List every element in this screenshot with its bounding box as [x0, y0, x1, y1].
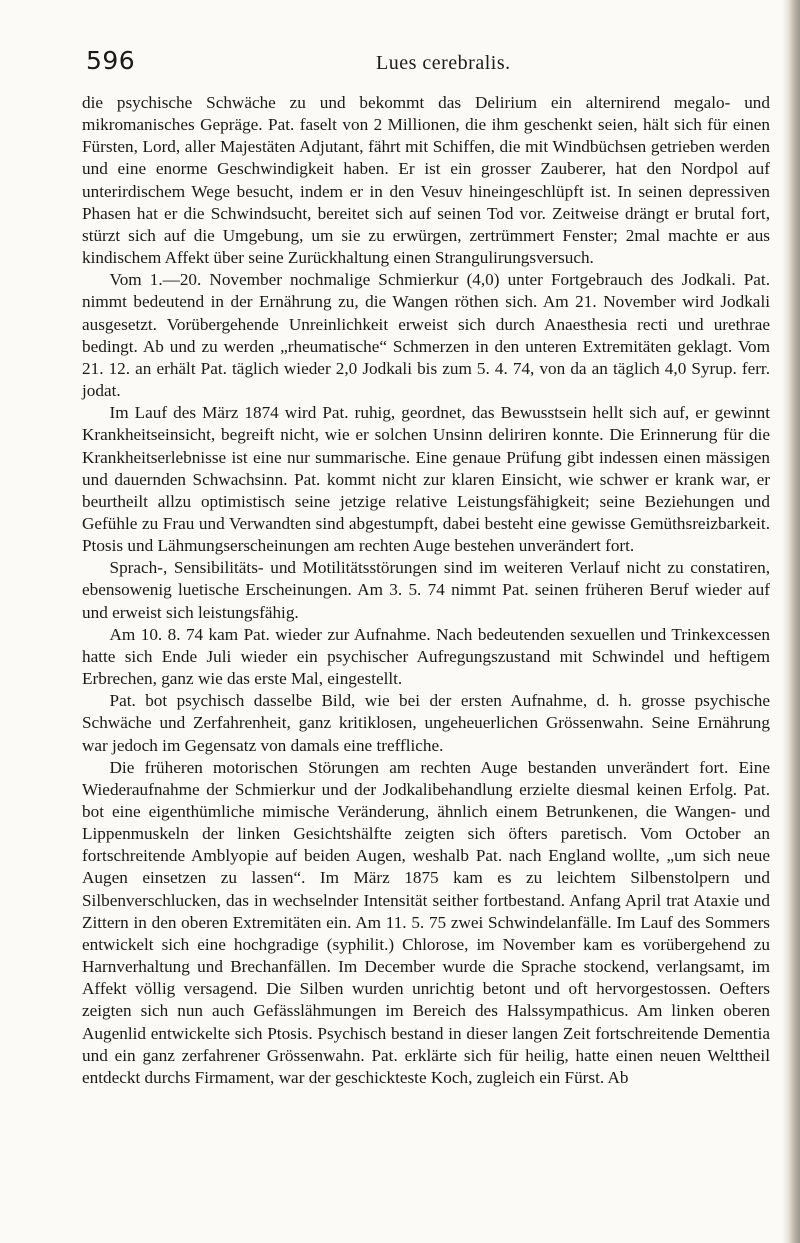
body-text — [82, 92, 770, 1089]
page-edge-shadow — [782, 0, 800, 1243]
page-number: 596 — [86, 46, 136, 75]
running-head: Lues cerebralis. — [376, 52, 511, 74]
paragraph-4: Sprach-, Sensibilitäts- und Motilitätsstörungen sind im weiteren Verlauf nicht zu constatiren, ebensowenig luetische Erscheinungen. Am 3. 5. 74 nimmt Pat. seinen früheren Beruf wieder auf und erweist sich leistungsfähig. — [82, 558, 770, 622]
paragraph-6: Pat. bot psychisch dasselbe Bild, wie bei der ersten Aufnahme, d. h. grosse psychische Schwäche und Zerfahrenheit, ganz kritiklosen, ungeheuerlichen Grössenwahn. Seine Ernährung war jedoch im Gegensatz von damals eine treffliche. — [82, 691, 770, 755]
page-header — [86, 46, 776, 82]
paragraph-3: Im Lauf des März 1874 wird Pat. ruhig, geordnet, das Bewusstsein hellt sich auf, er gewinnt Krankheitseinsicht, begreift nicht, wie er solchen Unsinn deliriren konnte. Die Erinnerung für die Krankheitserlebnisse ist eine nur summarische. Eine genaue Prüfung gibt indessen einen mässigen und dauernden Schwachsinn. Pat. kommt nicht zur klaren Einsicht, wie schwer er krank war, er beurtheilt allzu optimistisch seine jetzige relative Leistungsfähigkeit; seine Beziehungen und Gefühle zu Frau und Verwandten sind abgestumpft, dabei besteht eine gewisse Gemüthsreizbarkeit. Ptosis und Lähmungserscheinungen am rechten Auge bestehen unverändert fort. — [82, 403, 770, 556]
paragraph-7: Die früheren motorischen Störungen am rechten Auge bestanden unverändert fort. Eine Wiederaufnahme der Schmierkur und der Jodkalibehandlung erzielte diesmal keinen Erfolg. Pat. bot eine eigenthümliche mimische Veränderung, ähnlich einem Betrunkenen, die Wangen- und Lippenmuskeln der linken Gesichtshälfte zeigten sich öfters paretisch. Vom October an fortschreitende Amblyopie auf beiden Augen, weshalb Pat. nach England wollte, „um sich neue Augen einsetzen zu lassen“. Im März 1875 kam es zu leichtem Silbenstolpern und Silbenverschlucken, das in wechselnder Intensität seither fortbestand. Anfang April trat Ataxie und Zittern in den oberen Extremitäten ein. Am 11. 5. 75 zwei Schwindelanfälle. Im Lauf des Sommers entwickelt sich eine hochgradige (syphilit.) Chlorose, im November kam es vorübergehend zu Harnverhaltung und Brechanfällen. Im December wurde die Sprache stockend, verlangsamt, im Affekt völlig versagend. Die Silben wurden unrichtig betont und oft hervorgestossen. Oefters zeigten sich nun auch Gefässlähmungen im Bereich des Halssympathicus. Am linken oberen Augenlid entwickelte sich Ptosis. Psychisch bestand in dieser langen Zeit fortschreitende Dementia und ein ganz zerfahrener Grössenwahn. Pat. erklärte sich für heilig, hatte einen neuen Welttheil entdeckt durchs Firmament, war der geschickteste Koch, zugleich ein Fürst. Ab — [82, 757, 770, 1087]
paragraph-1: die psychische Schwäche zu und bekommt das Delirium ein alternirend megalo- und mikromanisches Gepräge. Pat. faselt von 2 Millionen, die ihm geschenkt seien, hält sich für einen Fürsten, Lord, aller Majestäten Adjutant, fährt mit Schiffen, die mit Windbüchsen getrieben werden und eine enorme Geschwindigkeit haben. Er ist ein grosser Zauberer, hat den Nordpol auf unterirdischem Wege besucht, indem er in den Vesuv hineingeschlüpft ist. In seinen depressiven Phasen hat er die Schwindsucht, bereitet sich auf seinen Tod vor. Zeitweise drängt er brutal fort, stürzt sich auf die Umgebung, um sie zu erwürgen, zertrümmert Fenster; 2mal machte er aus kindischem Affekt über seine Zurückhaltung einen Strangulirungsversuch. — [82, 93, 770, 268]
paragraph-5: Am 10. 8. 74 kam Pat. wieder zur Aufnahme. Nach bedeutenden sexuellen und Trinkexcessen hatte sich Ende Juli wieder ein psychischer Aufregungszustand mit Schwindel und heftigem Erbrechen, ganz wie das erste Mal, eingestellt. — [82, 624, 770, 689]
paragraph-2: Vom 1.—20. November nochmalige Schmierkur (4,0) unter Fortgebrauch des Jodkali. Pat. nimmt bedeutend in der Ernährung zu, die Wangen röthen sich. Am 21. November wird Jodkali ausgesetzt. Vorübergehende Unreinlichkeit erweist sich durch Anaesthesia recti und urethrae bedingt. Ab und zu werden „rheumatische“ Schmerzen in den unteren Extremitäten geklagt. Vom 21. 12. an erhält Pat. täglich wieder 2,0 Jodkali bis zum 5. 4. 74, von da an täglich 4,0 Syrup. ferr. jodat. — [82, 270, 770, 401]
